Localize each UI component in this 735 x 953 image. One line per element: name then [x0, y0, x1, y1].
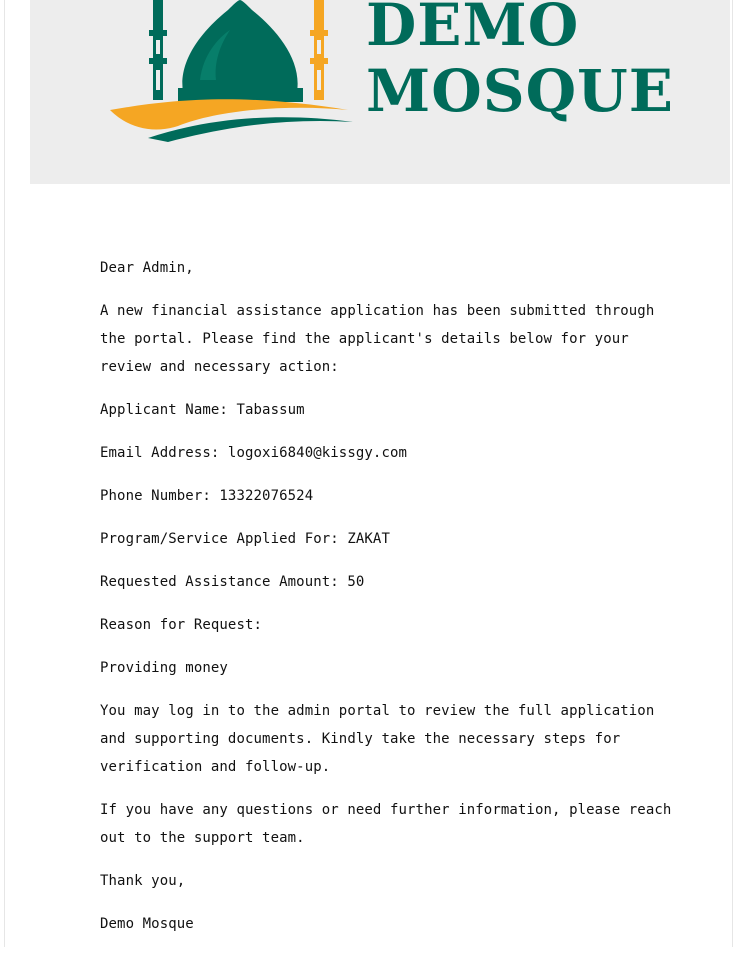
header-banner — [30, 0, 730, 184]
intro-paragraph: A new financial assistance application has been submitted through the portal. Please find the applicant's details below for your review and necessary action: — [100, 303, 655, 375]
reason-value: Providing money — [100, 660, 228, 676]
mosque-logo-icon — [108, 0, 358, 150]
email-address: Email Address: logoxi6840@kissgy.com — [100, 445, 408, 461]
applicant-name: Applicant Name: Tabassum — [100, 402, 305, 418]
logo-wordmark — [366, 0, 674, 124]
logo-line-2: MOSQUE — [366, 57, 674, 125]
signature: Demo Mosque — [100, 916, 194, 932]
greeting: Dear Admin, — [100, 260, 194, 276]
program-applied: Program/Service Applied For: ZAKAT — [100, 531, 390, 547]
requested-amount: Requested Assistance Amount: 50 — [100, 574, 365, 590]
logo-line-1: DEMO — [366, 0, 580, 59]
reason-label: Reason for Request: — [100, 617, 263, 633]
email-body — [100, 254, 680, 953]
questions-note: If you have any questions or need further information, please reach out to the support team. — [100, 802, 672, 846]
login-note: You may log in to the admin portal to review the full application and supporting documents. Kindly take the necessary steps for verification and follow-up. — [100, 703, 655, 775]
closing: Thank you, — [100, 873, 186, 889]
phone-number: Phone Number: 13322076524 — [100, 488, 314, 504]
